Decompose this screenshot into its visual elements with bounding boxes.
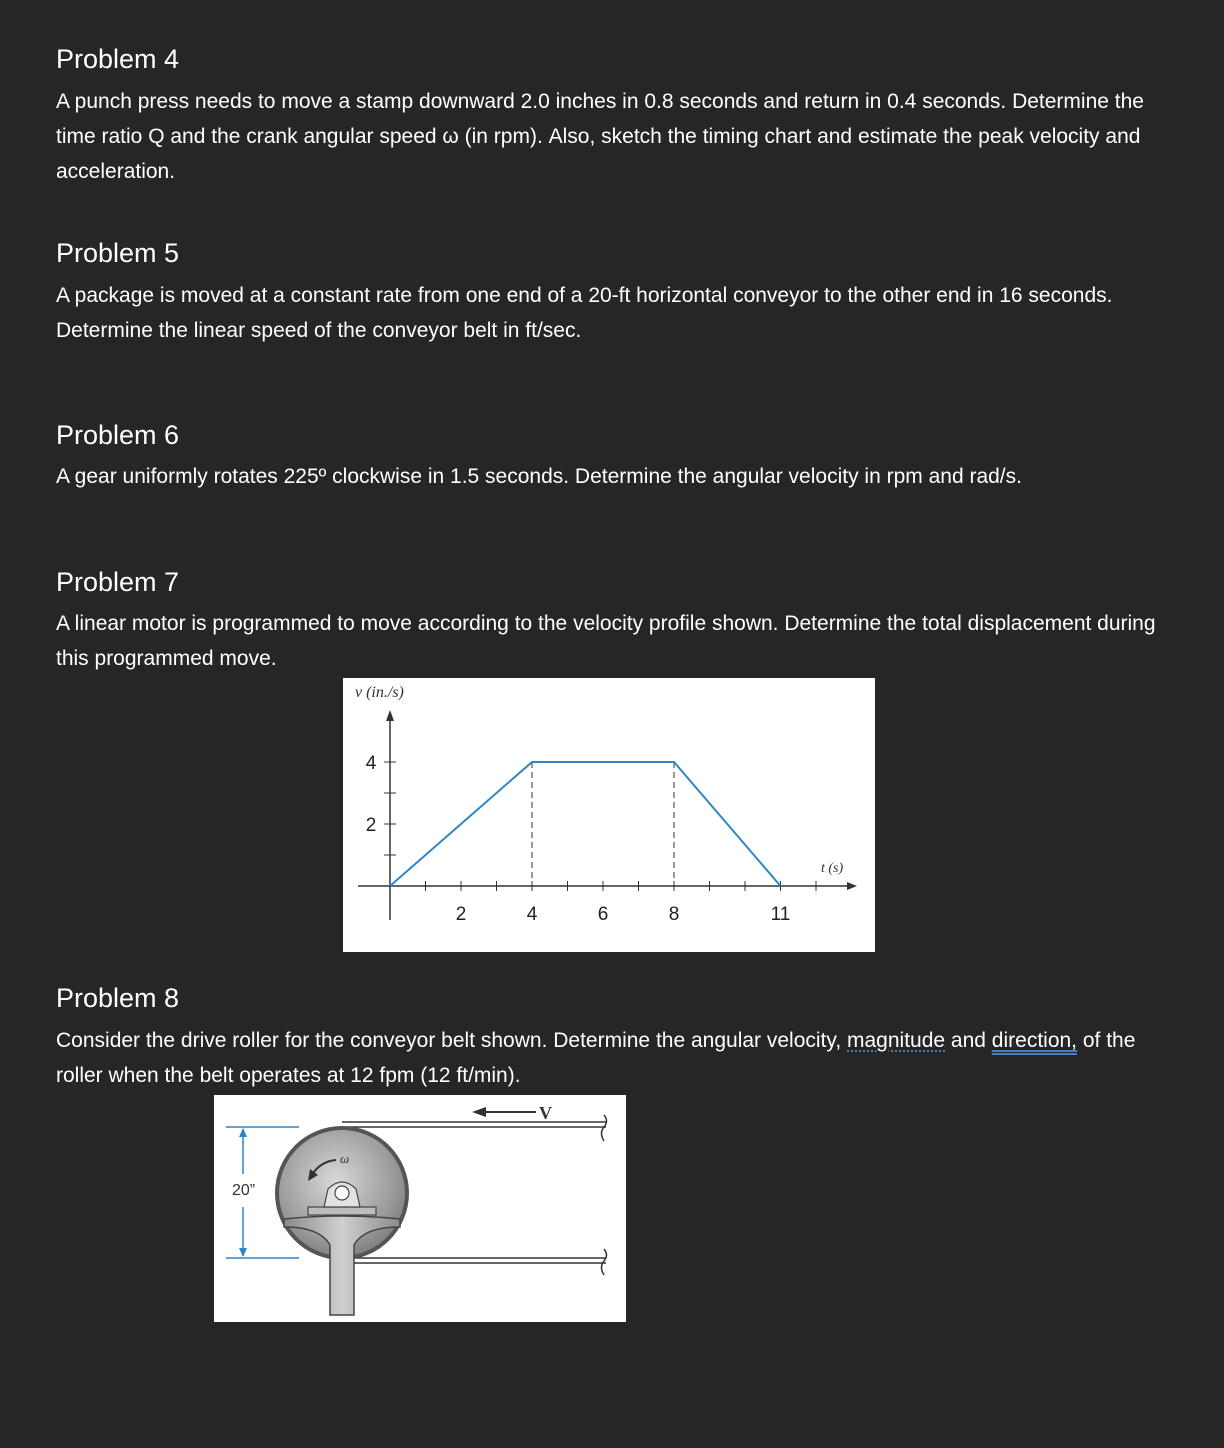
problem-8-text-direction: direction,: [991, 1029, 1078, 1052]
x-tick-label: 4: [526, 904, 538, 925]
problem-7-title: Problem 7: [56, 567, 180, 597]
problem-8-text-part1: Consider the drive roller for the conveyor belt shown. Determine the angular velocity,: [56, 1029, 847, 1052]
problem-7-text: A linear motor is programmed to move according to the velocity profile shown. Determine the total displacement during this programmed move.: [56, 612, 1156, 670]
y-tick-label: 2: [365, 815, 377, 836]
problem-5-title: Problem 5: [56, 238, 180, 268]
problem-8-text-and: and: [945, 1029, 992, 1052]
problem-4-text: A punch press needs to move a stamp downward 2.0 inches in 0.8 seconds and return in 0.4 seconds. Determine the time ratio Q and the crank angular speed ω (in rpm). Also, sketch the timing chart and estimate the peak velocity and acceleration.: [56, 90, 1144, 183]
x-tick-label: 2: [455, 904, 467, 925]
axle-hole-icon: [335, 1186, 349, 1200]
y-tick-label: 4: [365, 753, 377, 774]
problem-4-title: Problem 4: [56, 44, 180, 74]
drive-roller-drawing: [214, 1095, 626, 1322]
diameter-label: 20”: [232, 1182, 256, 1199]
bearing-base: [308, 1207, 376, 1215]
y-axis-label: v (in./s): [355, 684, 404, 701]
problem-8-text: [56, 1023, 1166, 1093]
x-tick-label: 8: [668, 904, 680, 925]
x-tick-label: 6: [597, 904, 609, 925]
x-tick-label: 11: [770, 904, 791, 925]
velocity-label: V: [539, 1103, 552, 1123]
drive-roller-figure: [214, 1095, 626, 1322]
problem-5-text: A package is moved at a constant rate from one end of a 20-ft horizontal conveyor to the other end in 16 seconds. Determine the linear speed of the conveyor belt in ft/sec.: [56, 284, 1113, 342]
problem-6-text: A gear uniformly rotates 225º clockwise in 1.5 seconds. Determine the angular velocity in rpm and rad/s.: [56, 465, 1022, 488]
velocity-profile-figure: [343, 678, 875, 952]
x-axis-label: t (s): [821, 861, 844, 876]
velocity-profile-chart: [343, 678, 875, 952]
problem-8-title: Problem 8: [56, 983, 180, 1013]
omega-label: ω: [340, 1151, 350, 1166]
problem-8-text-part2: of the roller when the belt operates at 12 fpm (12 ft/min).: [56, 1029, 1136, 1087]
problem-6-title: Problem 6: [56, 420, 180, 450]
problem-8-text-magnitude: magnitude: [847, 1029, 946, 1052]
